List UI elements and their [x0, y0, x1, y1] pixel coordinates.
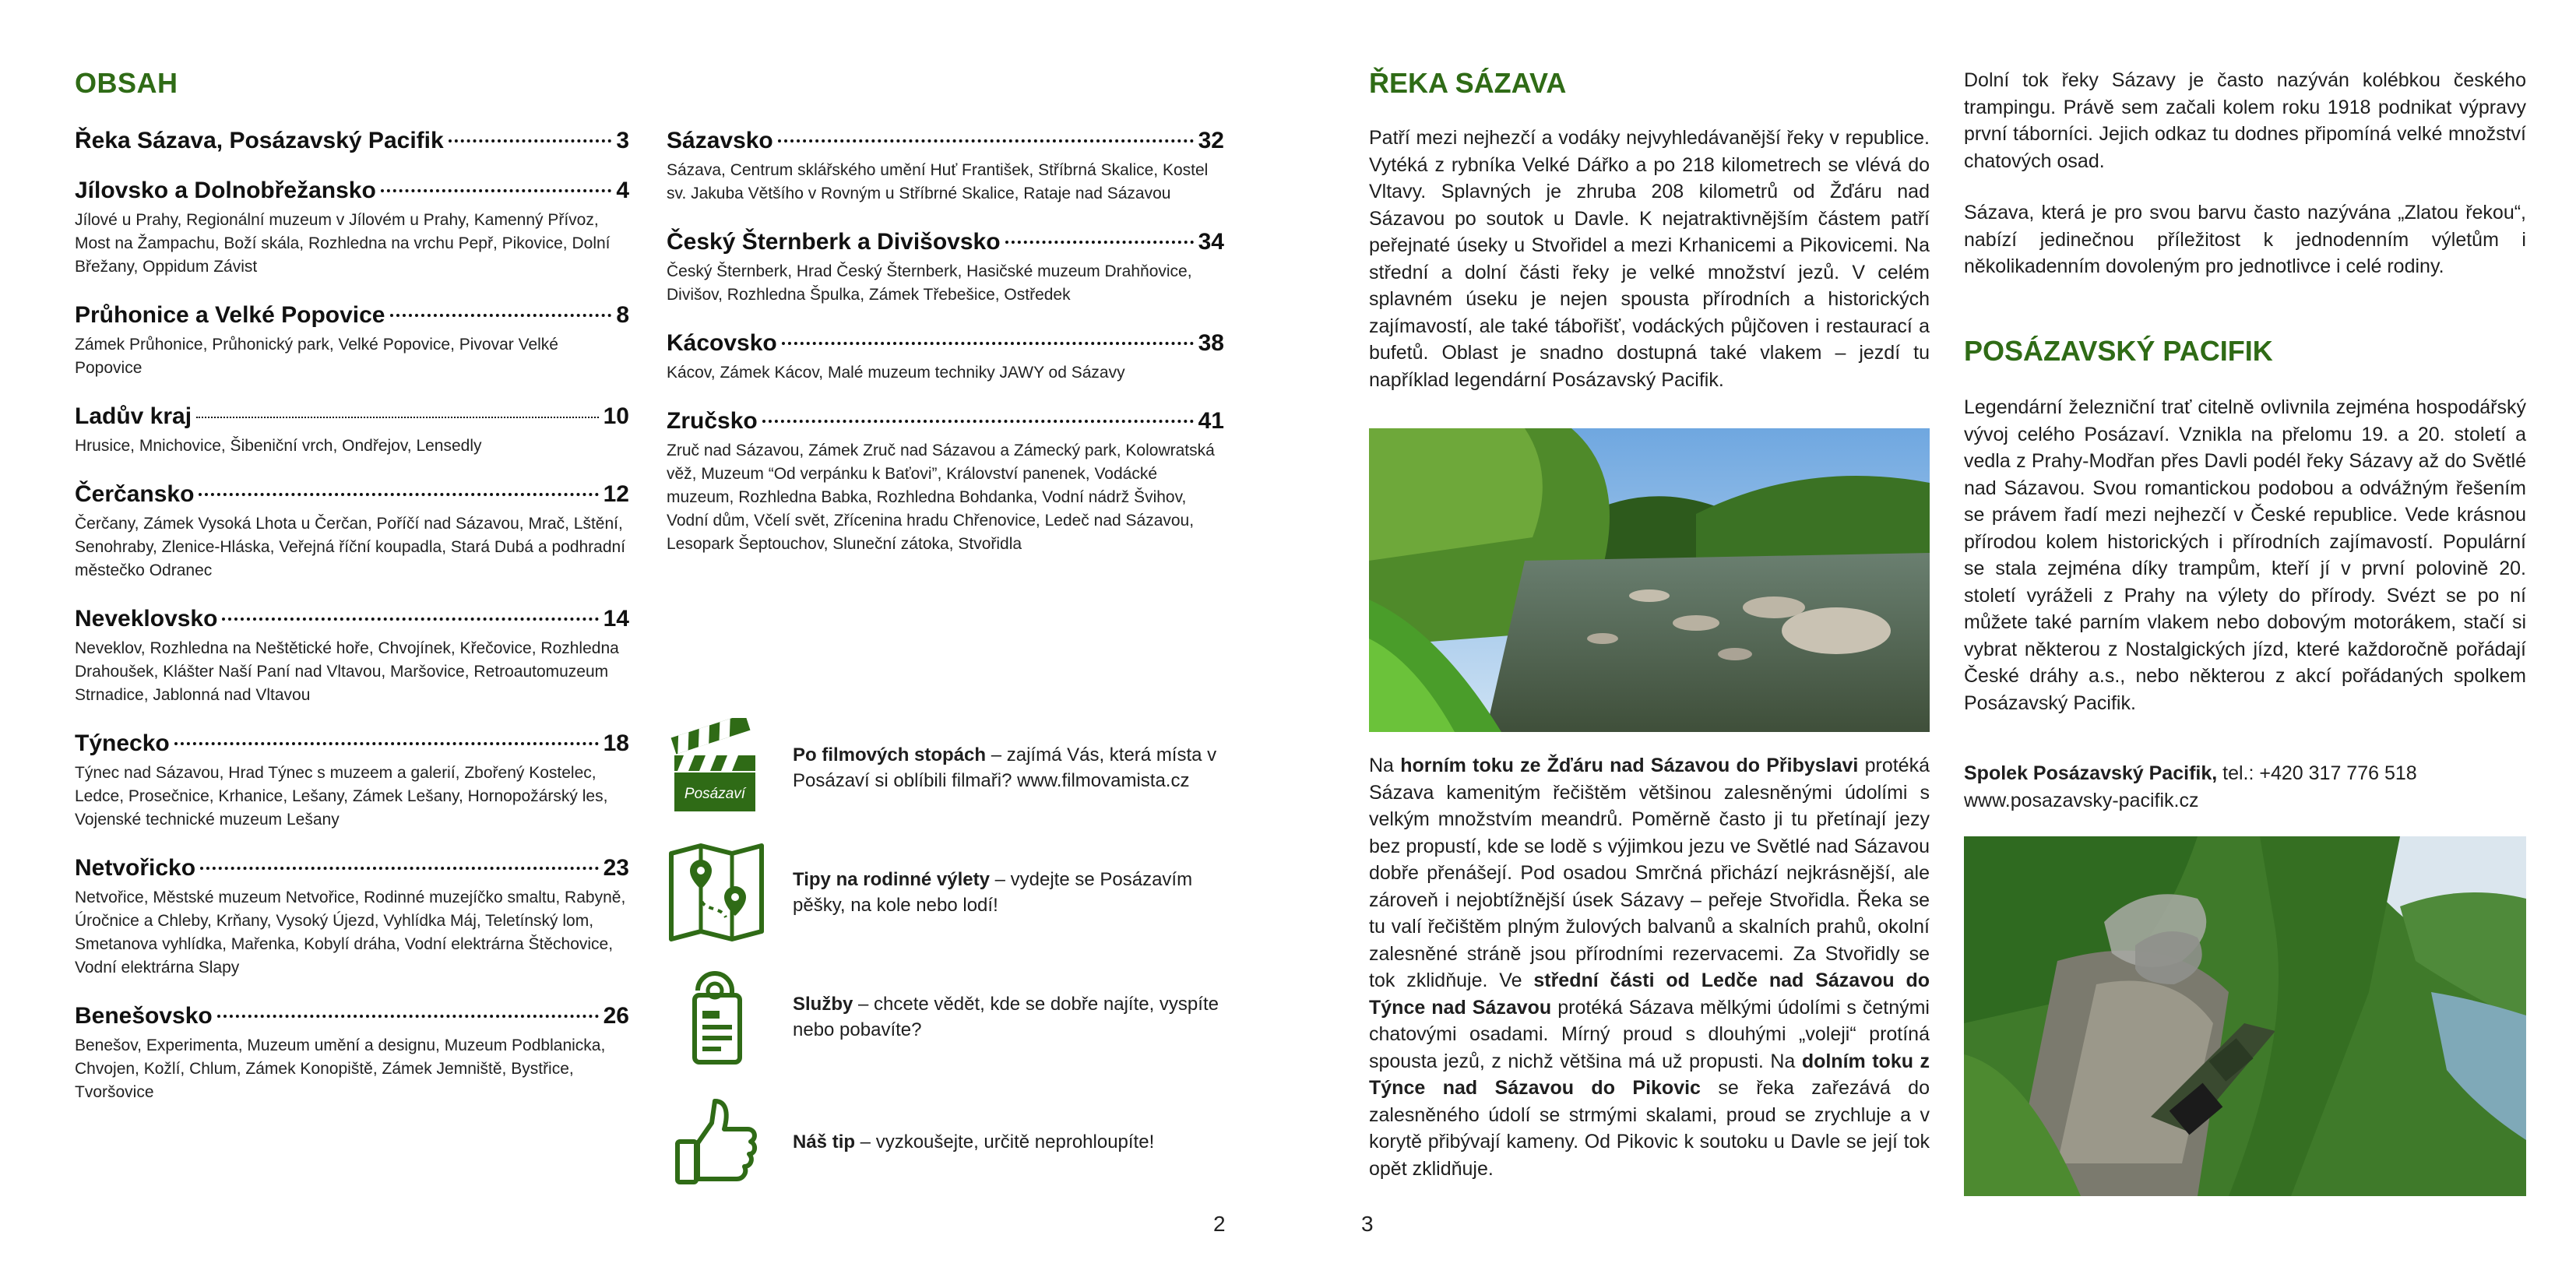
pacifik-contact-phone: tel.: +420 317 776 518 — [2217, 762, 2417, 784]
toc-entry-name: Český Šternberk a Divišovsko — [667, 229, 1001, 255]
reka-p2-upper: horním toku ze Žďáru nad Sázavou do Přibyslavi — [1400, 755, 1859, 776]
reka-p2-d: protéká Sázava mělkými údolími s četnými chatovými osadami. Mírný proud s dlouhými „voleji“ protíná spousta jezů, z nichž většina má už propusti. Na — [1369, 996, 1930, 1072]
toc-entry-page: 26 — [603, 1003, 629, 1029]
toc-entry-heading — [75, 606, 629, 632]
legend-bold-services: Služby — [793, 994, 853, 1015]
legend-bold-tip: Náš tip — [793, 1131, 856, 1153]
door-hanger-icon — [667, 967, 766, 1067]
toc-column-1 — [75, 128, 629, 1128]
film-clapper-label: Posázaví — [684, 786, 746, 802]
toc-dot-leader — [762, 420, 1194, 423]
toc-entry-description: Zruč nad Sázavou, Zámek Zruč nad Sázavou a Zámecký park, Kolowratská věž, Muzeum “Od verpánku k Baťovi”, Království panenek, Vodácké muzeum, Rozhledna Babka, Rozhledna Bohdanka, Vodní nádrž Švihov, Vodní dům, Včelí svět, Zřícenina hradu Chřenovice, Ledeč nad Sázavou, Lesopark Šeptouchov, Sluneční zátoka, Stvořidla — [667, 442, 1215, 553]
legend-bold-trips: Tipy na rodinné výlety — [793, 869, 990, 890]
toc-title: OBSAH — [75, 67, 178, 99]
toc-entry-heading — [667, 408, 1224, 435]
film-clapper-icon — [667, 718, 766, 818]
reka-p2-a: Na — [1369, 755, 1401, 776]
toc-column-2 — [667, 128, 1224, 579]
toc-entry-name: Řeka Sázava, Posázavský Pacifik — [75, 128, 444, 153]
toc-dot-leader — [782, 342, 1194, 345]
pacifik-contact — [1964, 760, 2526, 814]
page-number-left: 2 — [1213, 1212, 1226, 1236]
toc-dot-leader — [222, 618, 598, 621]
toc-entry-name: Netvořicko — [75, 855, 196, 881]
toc-entry-page: 23 — [603, 855, 629, 881]
thumbs-up-icon — [667, 1092, 766, 1191]
toc-entry-heading — [667, 229, 1224, 255]
map-pins-icon — [667, 843, 766, 942]
reka-p2-middle: střední části od Ledče nad Sázavou do Týnce nad Sázavou — [1369, 970, 1930, 1019]
toc-entry[interactable] — [667, 128, 1224, 206]
toc-entry-name: Sázavsko — [667, 128, 773, 153]
toc-entry-name: Zručsko — [667, 408, 758, 434]
toc-entry-page: 41 — [1198, 408, 1224, 434]
toc-entry[interactable] — [75, 481, 629, 582]
toc-entry-heading — [75, 481, 629, 508]
toc-entry-heading — [75, 302, 629, 329]
toc-entry-heading — [75, 178, 629, 204]
toc-entry-page: 4 — [616, 178, 629, 203]
reka-tramping: Dolní tok řeky Sázavy je často nazýván kolébkou českého trampingu. Právě sem začali kolem roku 1918 podnikat výpravy první táborníci. Jejich odkaz tu dodnes připomíná velké množství chatových osad. — [1964, 69, 2526, 172]
toc-entry-page: 32 — [1198, 128, 1224, 153]
toc-entry[interactable] — [75, 1003, 629, 1104]
toc-entry-description: Zámek Průhonice, Průhonický park, Velké Popovice, Pivovar Velké Popovice — [75, 336, 558, 377]
toc-entry-heading — [75, 855, 629, 882]
toc-entry-heading — [75, 1003, 629, 1029]
pacifik-text: Legendární železniční trať citelně ovlivnila zejména hospodářský vývoj celého Posázaví. Vznikla na přelomu 19. a 20. století a vedla z Prahy-Modřan přes Davli podél řeky Sázavy až do Světlé nad Sázavou. Svou romantickou podobou a odvážným řešením se právem řadí mezi nejhezčí v České republice. Vede krásnou přírodou kolem historických i přírodních zajímavostí. Populární se stala zejména díky trampům, kteří jí v první polovině 20. století vyráželi z Prahy na výlety do přírody. Svézt se po ní můžete také parním vlakem nebo dobovým motorákem, stačí si vybrat některou z Nostalgických jízd, které každoročně pořádají České dráhy a.s., nebo některou z akcí pořádaných spolkem Posázavský Pacifik. — [1964, 396, 2526, 714]
toc-entry-name: Kácovsko — [667, 330, 777, 356]
toc-entry-description: Český Šternberk, Hrad Český Šternberk, Hasičské muzeum Drahňovice, Divišov, Rozhledna Špulka, Zámek Třebešice, Ostředek — [667, 262, 1192, 304]
toc-entry-page: 12 — [603, 481, 629, 507]
toc-entry[interactable] — [667, 229, 1224, 307]
toc-entry[interactable] — [75, 730, 629, 832]
toc-entry-page: 3 — [616, 128, 629, 153]
river-photo — [1369, 428, 1930, 732]
toc-entry[interactable] — [75, 128, 629, 154]
toc-entry-description: Kácov, Zámek Kácov, Malé muzeum techniky JAWY od Sázavy — [667, 364, 1125, 382]
reka-river-sections — [1369, 752, 1930, 1182]
legend-text-tip — [793, 1129, 1227, 1155]
reka-p2-e: se řeka zařezává do zalesněného údolí se strmými skalami, proud se zrychluje a v korytě přibývají kameny. Od Pikovic k soutoku u Davle se její tok opět zklidňuje. — [1369, 1077, 1930, 1180]
reka-intro: Patří mezi nejhezčí a vodáky nejvyhledávanější řeky v republice. Vytéká z rybníka Velké Dářko a po 218 kilometrech se vlévá do Vltavy. Splavných je zhruba 208 kilometrů od Žďáru nad Sázavou po soutok u Davle. K nejatraktivnějším částem patří peřejnaté úseky u Stvořidel a mezi Krhanicemi a Pikovicemi. Na střední a dolní části řeky je velké množství jezů. V celém splavném úseku je nejen spousta přírodních a historických zajímavostí, ale také tábořišť, vodáckých půjčoven i restaurací a bufetů. Oblast je snadno dostupná také vlakem – jezdí tu například legendární Posázavský Pacifik. — [1369, 127, 1930, 391]
train-photo-image — [1964, 836, 2526, 1196]
toc-entry-heading — [75, 730, 629, 757]
toc-entry-description: Sázava, Centrum sklářského umění Huť František, Stříbrná Skalice, Kostel sv. Jakuba Většího v Rovným u Stříbrné Skalice, Rataje nad Sázavou — [667, 161, 1209, 202]
toc-entry-page: 14 — [603, 606, 629, 632]
toc-entry[interactable] — [75, 302, 629, 380]
reka-title: ŘEKA SÁZAVA — [1369, 67, 1567, 99]
legend-desc-film: – zajímá Vás, která místa v Posázaví si oblíbili filmaři? www.filmovamista.cz — [793, 744, 1217, 791]
toc-entry-name: Jílovsko a Dolnobřežansko — [75, 178, 376, 203]
toc-entry-page: 8 — [616, 302, 629, 328]
toc-entry-description: Jílové u Prahy, Regionální muzeum v Jílovém u Prahy, Kamenný Přívoz, Most na Žampachu, Boží skála, Rozhledna na vrchu Pepř, Pikovice, Dolní Břežany, Oppidum Závist — [75, 211, 611, 276]
toc-entry-name: Průhonice a Velké Popovice — [75, 302, 385, 328]
toc-entry-page: 38 — [1198, 330, 1224, 356]
river-photo-image — [1369, 428, 1930, 732]
toc-dot-leader — [217, 1015, 599, 1018]
reka-golden-river: Sázava, která je pro svou barvu často nazývána „Zlatou řekou“, nabízí jedinečnou příležitost k jednodenním výletům i několikadenním dovoleným pro jednotlivce i celé rodiny. — [1964, 202, 2526, 277]
toc-entry-heading — [75, 128, 629, 154]
toc-dot-leader — [174, 742, 599, 745]
legend-text-film — [793, 742, 1227, 794]
pacifik-title: POSÁZAVSKÝ PACIFIK — [1964, 335, 2273, 367]
legend-text-trips — [793, 867, 1227, 918]
toc-dot-leader — [381, 189, 612, 192]
toc-entry-heading — [667, 330, 1224, 357]
toc-entry-description: Neveklov, Rozhledna na Neštětické hoře, Chvojínek, Křečovice, Rozhledna Drahoušek, Klášter Naší Paní nad Vltavou, Maršovice, Retroautomuzeum Strnadice, Jablonná nad Vltavou — [75, 639, 619, 704]
reka-p2-c: protéká Sázava kamenitým řečištěm většinou zalesněnými údolími s velkým množstvím meandrů. Poměrně často ji tu přetínají jezy bez propustí, kde se lodě s výjimkou jezu ve Světlé nad Sázavou dobře přenášejí. Pod osadou Smrčná přichází nejkrásnější, ale zároveň i nejobtížnější úsek Sázavy – peřeje Stvořidla. Řeka se tu valí řečištěm plným žulových balvanů a skalních prahů, okolní zalesněné stráně jsou přírodními rezervacemi. Za Stvořidly se tok zklidňuje. Ve — [1369, 755, 1930, 991]
toc-entry[interactable] — [75, 178, 629, 279]
toc-dot-leader — [1005, 241, 1194, 244]
toc-entry[interactable] — [75, 606, 629, 707]
toc-entry[interactable] — [75, 403, 629, 458]
toc-entry-description: Hrusice, Mnichovice, Šibeniční vrch, Ondřejov, Lensedly — [75, 437, 482, 455]
toc-entry-description: Benešov, Experimenta, Muzeum umění a designu, Muzeum Podblanicka, Chvojen, Kožlí, Chlum, Zámek Konopiště, Zámek Jemniště, Bystřice, Tvoršovice — [75, 1036, 606, 1101]
toc-entry-page: 34 — [1198, 229, 1224, 255]
legend-desc-trips: – vydejte se Posázavím pěšky, na kole nebo lodí! — [793, 869, 1193, 916]
toc-entry[interactable] — [75, 855, 629, 980]
legend-item-trips — [667, 843, 1227, 942]
toc-entry[interactable] — [667, 330, 1224, 385]
page-number-right: 3 — [1361, 1212, 1374, 1236]
legend — [667, 718, 1227, 1191]
toc-entry-heading — [667, 128, 1224, 154]
toc-entry-name: Týnecko — [75, 730, 170, 756]
toc-dot-leader — [196, 417, 599, 418]
legend-desc-tip: – vyzkoušejte, určitě neprohloupíte! — [855, 1131, 1155, 1153]
legend-text-services — [793, 991, 1227, 1043]
toc-dot-leader — [199, 493, 598, 496]
toc-dot-leader — [449, 139, 612, 143]
toc-entry-description: Čerčany, Zámek Vysoká Lhota u Čerčan, Poříčí nad Sázavou, Mrač, Lštění, Senohraby, Zlenice-Hláska, Veřejná říční koupadla, Stará Dubá a podhradní městečko Odranec — [75, 515, 626, 579]
toc-entry-heading — [75, 403, 629, 430]
legend-item-services — [667, 967, 1227, 1067]
legend-item-tip — [667, 1092, 1227, 1191]
pacifik-contact-name: Spolek Posázavský Pacifik, — [1964, 762, 2218, 784]
toc-entry-name: Benešovsko — [75, 1003, 213, 1029]
toc-entry-page: 18 — [603, 730, 629, 756]
toc-entry[interactable] — [667, 408, 1224, 556]
toc-dot-leader — [390, 314, 612, 317]
toc-dot-leader — [778, 139, 1194, 143]
legend-desc-services: – chcete vědět, kde se dobře najíte, vyspíte nebo pobavíte? — [793, 994, 1219, 1040]
train-photo — [1964, 836, 2526, 1196]
toc-entry-description: Týnec nad Sázavou, Hrad Týnec s muzeem a galerií, Zbořený Kostelec, Ledce, Prosečnice, Krhanice, Lešany, Zámek Lešany, Hornopožárský les, Vojenské technické muzeum Lešany — [75, 764, 608, 829]
pacifik-contact-web[interactable]: www.posazavsky-pacifik.cz — [1964, 789, 2199, 811]
toc-dot-leader — [200, 867, 599, 870]
reka-p2-lower: dolním toku z Týnce nad Sázavou do Pikovic — [1369, 1050, 1930, 1099]
toc-entry-name: Neveklovsko — [75, 606, 218, 632]
toc-entry-description: Netvořice, Městské muzeum Netvořice, Rodinné muzejíčko smaltu, Rabyně, Úročnice a Chleby, Krňany, Vysoký Újezd, Vyhlídka Máj, Teletínský lom, Smetanova vyhlídka, Mařenka, Kobylí dráha, Vodní elektrárna Štěchovice, Vodní elektrárna Slapy — [75, 889, 626, 977]
toc-entry-name: Čerčansko — [75, 481, 195, 507]
toc-entry-name: Ladův kraj — [75, 403, 192, 429]
legend-bold-film: Po filmových stopách — [793, 744, 987, 765]
legend-item-film — [667, 718, 1227, 818]
toc-entry-page: 10 — [603, 403, 629, 429]
